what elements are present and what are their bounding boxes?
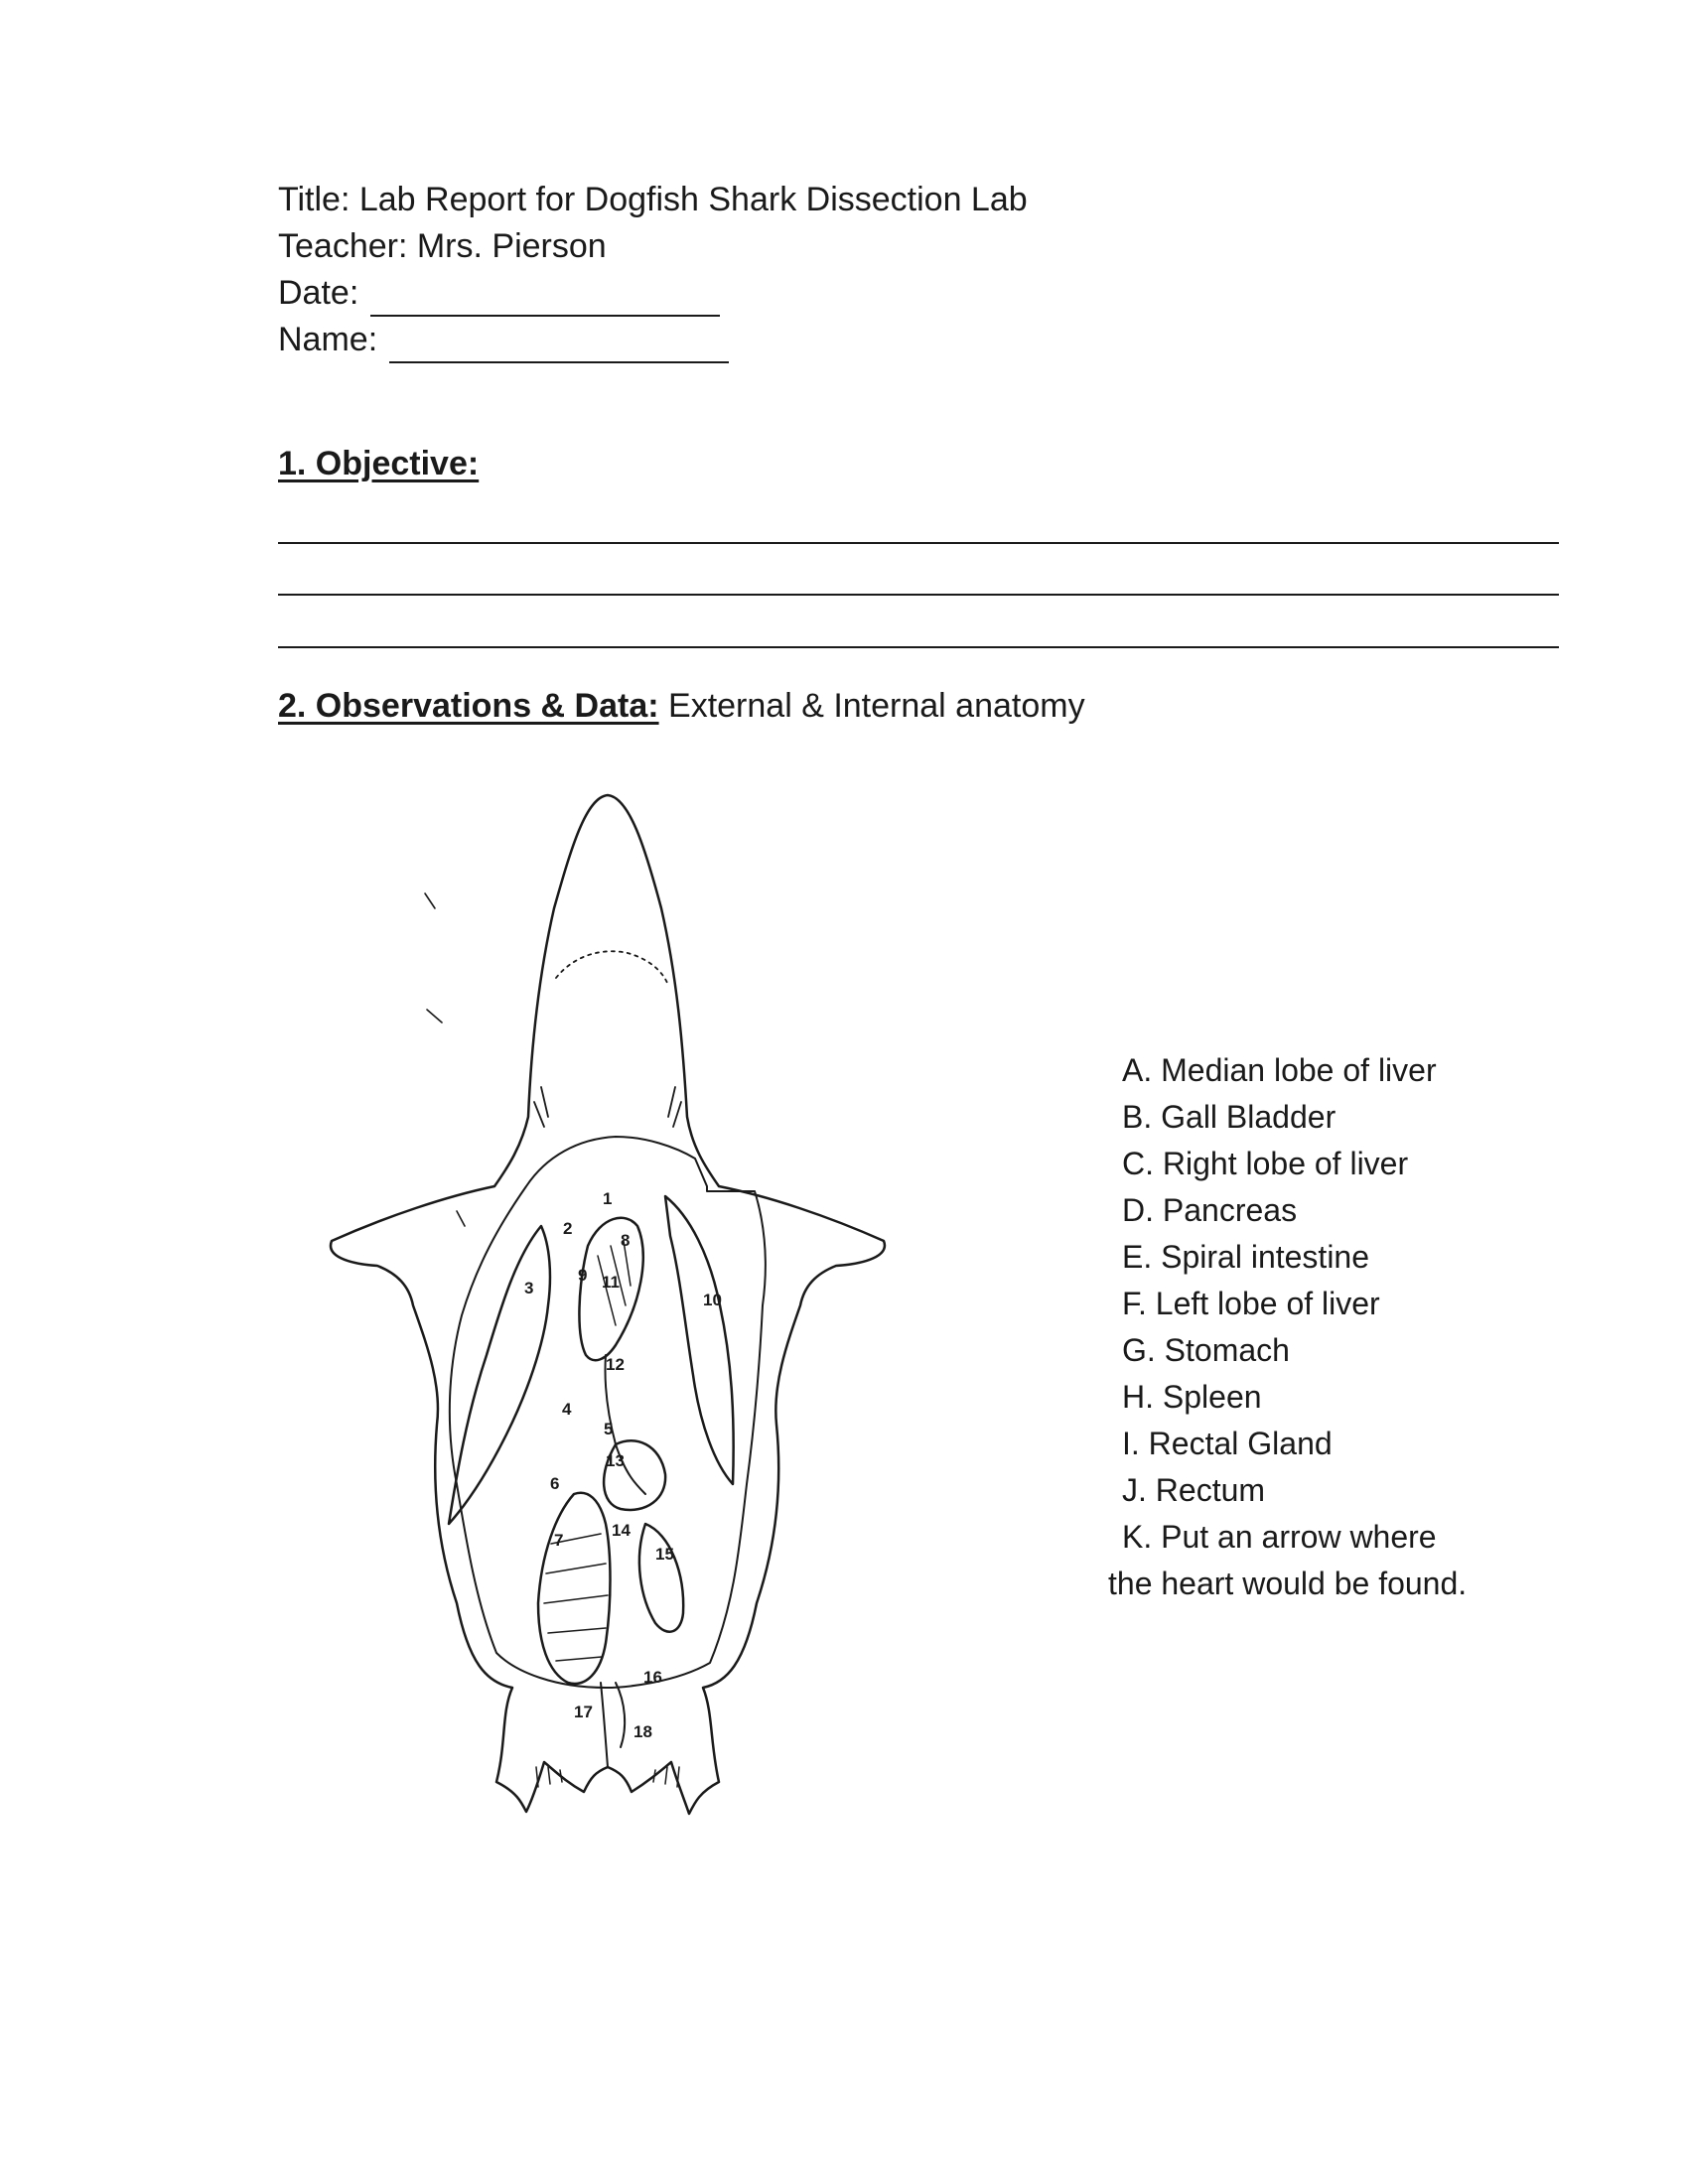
label-7: 7 (554, 1531, 564, 1550)
body-cavity-outline (450, 1137, 766, 1688)
shark-dissection-diagram (318, 789, 933, 1851)
report-title: Title: Lab Report for Dogfish Shark Dissection Lab (278, 181, 1028, 218)
observations-heading: 2. Observations & Data: (278, 687, 659, 725)
objective-answer-line-3[interactable] (278, 646, 1559, 648)
label-13: 13 (606, 1451, 625, 1470)
key-item-k-continued: the heart would be found. (1108, 1566, 1468, 1601)
spiral-intestine (538, 1493, 611, 1684)
mouth-curve (556, 951, 667, 983)
name-blank[interactable] (389, 332, 729, 363)
objective-section (278, 445, 479, 483)
label-6: 6 (550, 1474, 560, 1493)
key-item-c: C. Right lobe of liver (1122, 1146, 1409, 1181)
key-item-k: K. Put an arrow where (1122, 1519, 1437, 1555)
label-12: 12 (606, 1355, 625, 1374)
key-item-e: E. Spiral intestine (1122, 1239, 1370, 1275)
right-liver-lobe (449, 1226, 550, 1524)
date-label: Date: (278, 274, 359, 312)
left-liver-lobe (665, 1196, 734, 1484)
label-1: 1 (603, 1189, 613, 1208)
pointer-line-4 (427, 1010, 442, 1023)
pointer-line-16 (457, 1211, 465, 1226)
gill-slits-right (668, 1087, 681, 1127)
date-line (278, 270, 1028, 317)
label-10: 10 (703, 1291, 722, 1309)
label-11: 11 (602, 1273, 620, 1292)
pointer-line-2 (425, 893, 435, 908)
label-3: 3 (524, 1279, 534, 1297)
key-item-j: J. Rectum (1122, 1472, 1266, 1508)
objective-answer-line-1[interactable] (278, 542, 1559, 544)
rectum (601, 1683, 608, 1767)
name-label: Name: (278, 321, 378, 358)
label-17: 17 (574, 1703, 593, 1721)
key-item-a: A. Median lobe of liver (1122, 1052, 1437, 1088)
name-line (278, 317, 1028, 363)
label-5: 5 (604, 1420, 614, 1438)
spleen (639, 1524, 683, 1632)
gill-slits-left (534, 1087, 548, 1127)
shark-body-outline (331, 795, 885, 1814)
label-14: 14 (612, 1521, 631, 1540)
observations-subtitle: External & Internal anatomy (668, 687, 1085, 725)
label-18: 18 (633, 1722, 652, 1741)
key-item-d: D. Pancreas (1122, 1192, 1298, 1228)
label-2: 2 (563, 1219, 573, 1238)
key-item-i: I. Rectal Gland (1122, 1426, 1333, 1461)
objective-heading: 1. Objective: (278, 445, 480, 482)
observations-section (278, 687, 1085, 726)
label-9: 9 (578, 1266, 588, 1285)
label-8: 8 (621, 1231, 631, 1250)
key-item-h: H. Spleen (1122, 1379, 1262, 1415)
key-item-g: G. Stomach (1122, 1332, 1290, 1368)
shark-diagram-svg (318, 789, 933, 1851)
label-16: 16 (643, 1668, 662, 1687)
teacher-line: Teacher: Mrs. Pierson (278, 227, 607, 265)
key-item-f: F. Left lobe of liver (1122, 1286, 1380, 1321)
key-item-b: B. Gall Bladder (1122, 1099, 1336, 1135)
report-header (278, 177, 1028, 363)
spiral-intestine-folds (544, 1534, 608, 1661)
label-15: 15 (655, 1545, 674, 1564)
objective-answer-line-2[interactable] (278, 594, 1559, 596)
rectal-gland (616, 1683, 625, 1747)
organ-key-list (1108, 1047, 1468, 1607)
label-4: 4 (562, 1400, 572, 1419)
date-blank[interactable] (370, 285, 720, 317)
